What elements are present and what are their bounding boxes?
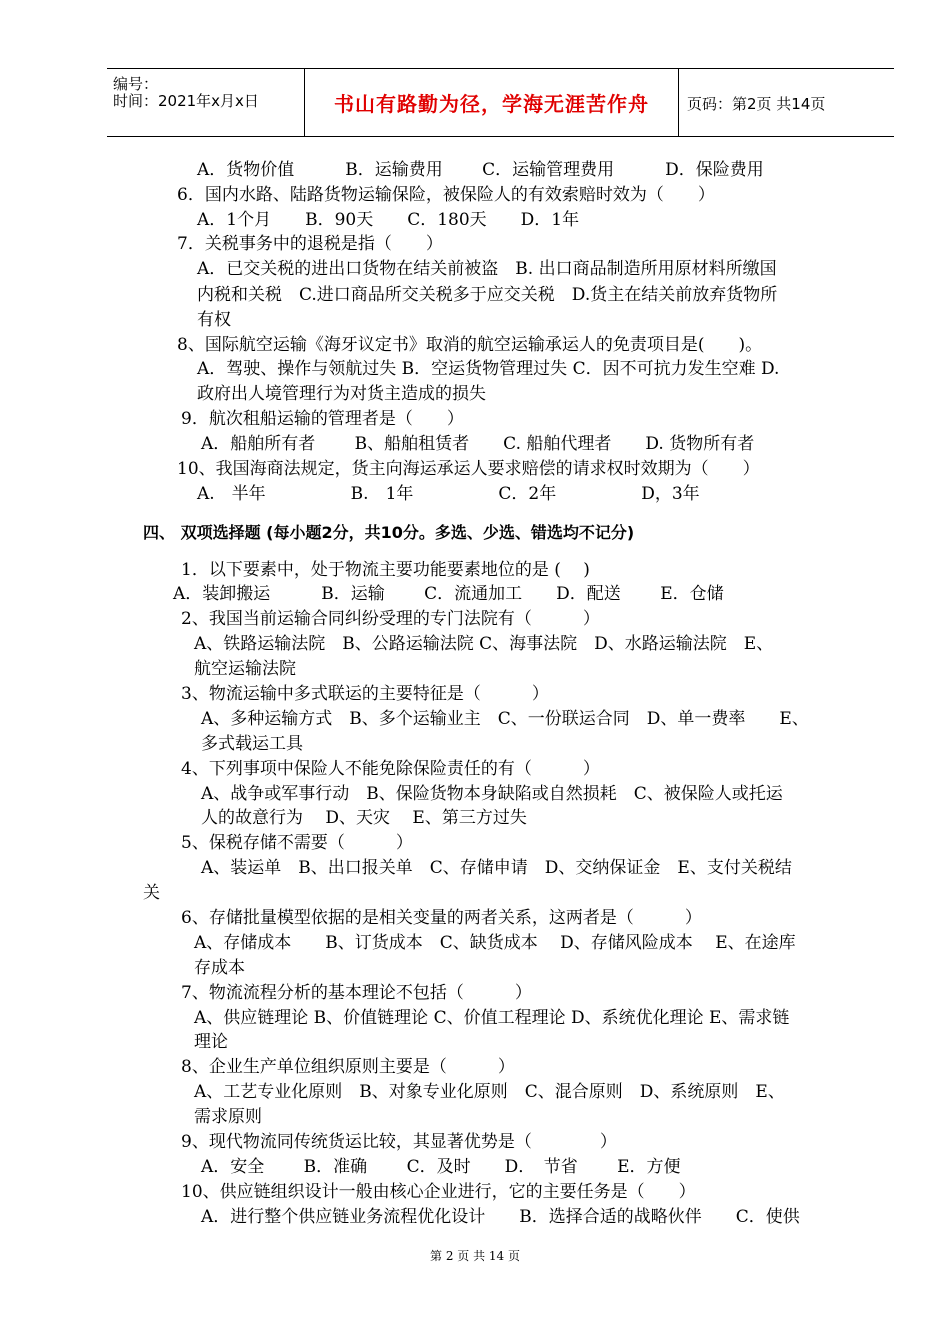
number-label: 编号：: [113, 75, 159, 93]
text-line: A．装卸搬运 B．运输 C．流通加工 D．配送 E．仓储: [173, 584, 724, 604]
text-line: 有权: [197, 310, 231, 330]
text-line: 6．国内水路、陆路货物运输保险，被保险人的有效索赔时效为（ ）: [177, 185, 715, 205]
text-line: 5、保税存储不需要（ ）: [181, 833, 413, 853]
section-heading: 四、 双项选择题 (每小题2分，共10分。多选、少选、错选均不记分): [143, 523, 635, 542]
text-line: 8、企业生产单位组织原则主要是（ ）: [181, 1057, 515, 1077]
text-line: A．1个月 B．90天 C．180天 D．1年: [197, 210, 580, 230]
text-line: A、工艺专业化原则 B、对象专业化原则 C、混合原则 D、系统原则 E、: [194, 1082, 785, 1102]
time-label: 时间：2021年x月x日: [113, 92, 259, 110]
text-line: A. 半年 B. 1年 C．2年 D，3年: [197, 484, 700, 504]
text-line: A、多种运输方式 B、多个运输业主 C、一份联运合同 D、单一费率 E、: [201, 709, 809, 729]
page-footer: 第 2 页 共 14 页: [430, 1249, 520, 1263]
text-line: 内税和关税 C.进口商品所交关税多于应交关税 D.货主在结关前放弃货物所: [197, 285, 778, 305]
header-page-label: 页码：第2页 共14页: [687, 95, 826, 113]
text-line: A、战争或军事行动 B、保险货物本身缺陷或自然损耗 C、被保险人或托运: [201, 784, 783, 804]
text-line: 8、国际航空运输《海牙议定书》取消的航空运输承运人的免责项目是( )。: [177, 335, 763, 355]
text-line: A、铁路运输法院 B、公路运输法院 C、海事法院 D、水路运输法院 E、: [194, 634, 774, 654]
text-line: 4、下列事项中保险人不能免除保险责任的有（ ）: [181, 759, 600, 779]
text-line: 6、存储批量模型依据的是相关变量的两者关系，这两者是（ ）: [181, 908, 702, 928]
text-line: 多式载运工具: [201, 734, 303, 754]
text-line: 7．关税事务中的退税是指（ ）: [177, 234, 443, 254]
text-line: 1．以下要素中，处于物流主要功能要素地位的是 ( ): [181, 560, 590, 580]
text-line: A．货物价值 B．运输费用 C．运输管理费用 D．保险费用: [197, 160, 764, 180]
text-line: A．进行整个供应链业务流程优化设计 B．选择合适的战略伙伴 C．使供: [201, 1207, 800, 1227]
text-line: 3、物流运输中多式联运的主要特征是（ ）: [181, 684, 549, 704]
text-line: A、存储成本 B、订货成本 C、缺货成本 D、存储风险成本 E、在途库: [194, 933, 796, 953]
text-line: 10、我国海商法规定，货主向海运承运人要求赔偿的请求权时效期为（ ）: [177, 459, 760, 479]
text-line: 需求原则: [194, 1107, 262, 1127]
text-line: A．驾驶、操作与领航过失 B．空运货物管理过失 C．因不可抗力发生空难 D.: [197, 359, 780, 379]
text-line: 理论: [194, 1032, 228, 1052]
text-line: 2、我国当前运输合同纠纷受理的专门法院有（ ）: [181, 609, 600, 629]
text-line: 人的故意行为 D、天灾 E、第三方过失: [201, 808, 527, 828]
text-line: A．安全 B．准确 C．及时 D． 节省 E．方便: [201, 1157, 681, 1177]
text-line: 9、现代物流同传统货运比较，其显著优势是（ ）: [181, 1132, 617, 1152]
page-header: [107, 68, 894, 137]
text-line: 政府出人境管理行为对货主造成的损失: [197, 384, 486, 404]
text-line: A、供应链理论 B、价值链理论 C、价值工程理论 D、系统优化理论 E、需求链: [194, 1008, 790, 1028]
text-line: 7、物流流程分析的基本理论不包括（ ）: [181, 983, 532, 1003]
text-line: A．船舶所有者 B、船舶租赁者 C. 船舶代理者 D. 货物所有者: [201, 434, 755, 454]
text-line: 航空运输法院: [194, 659, 296, 679]
text-line: 关: [143, 883, 160, 903]
text-line: 存成本: [194, 958, 245, 978]
header-motto: 书山有路勤为径，学海无涯苦作舟: [305, 69, 679, 136]
text-line: 10、供应链组织设计一般由核心企业进行，它的主要任务是（ ）: [181, 1182, 696, 1202]
text-line: A．已交关税的进出口货物在结关前被盗 B. 出口商品制造所用原材料所缴国: [197, 259, 777, 279]
text-line: A、装运单 B、出口报关单 C、存储申请 D、交纳保证金 E、支付关税结: [201, 858, 792, 878]
header-info-cell: [107, 69, 305, 136]
text-line: 9．航次租船运输的管理者是（ ）: [181, 409, 464, 429]
